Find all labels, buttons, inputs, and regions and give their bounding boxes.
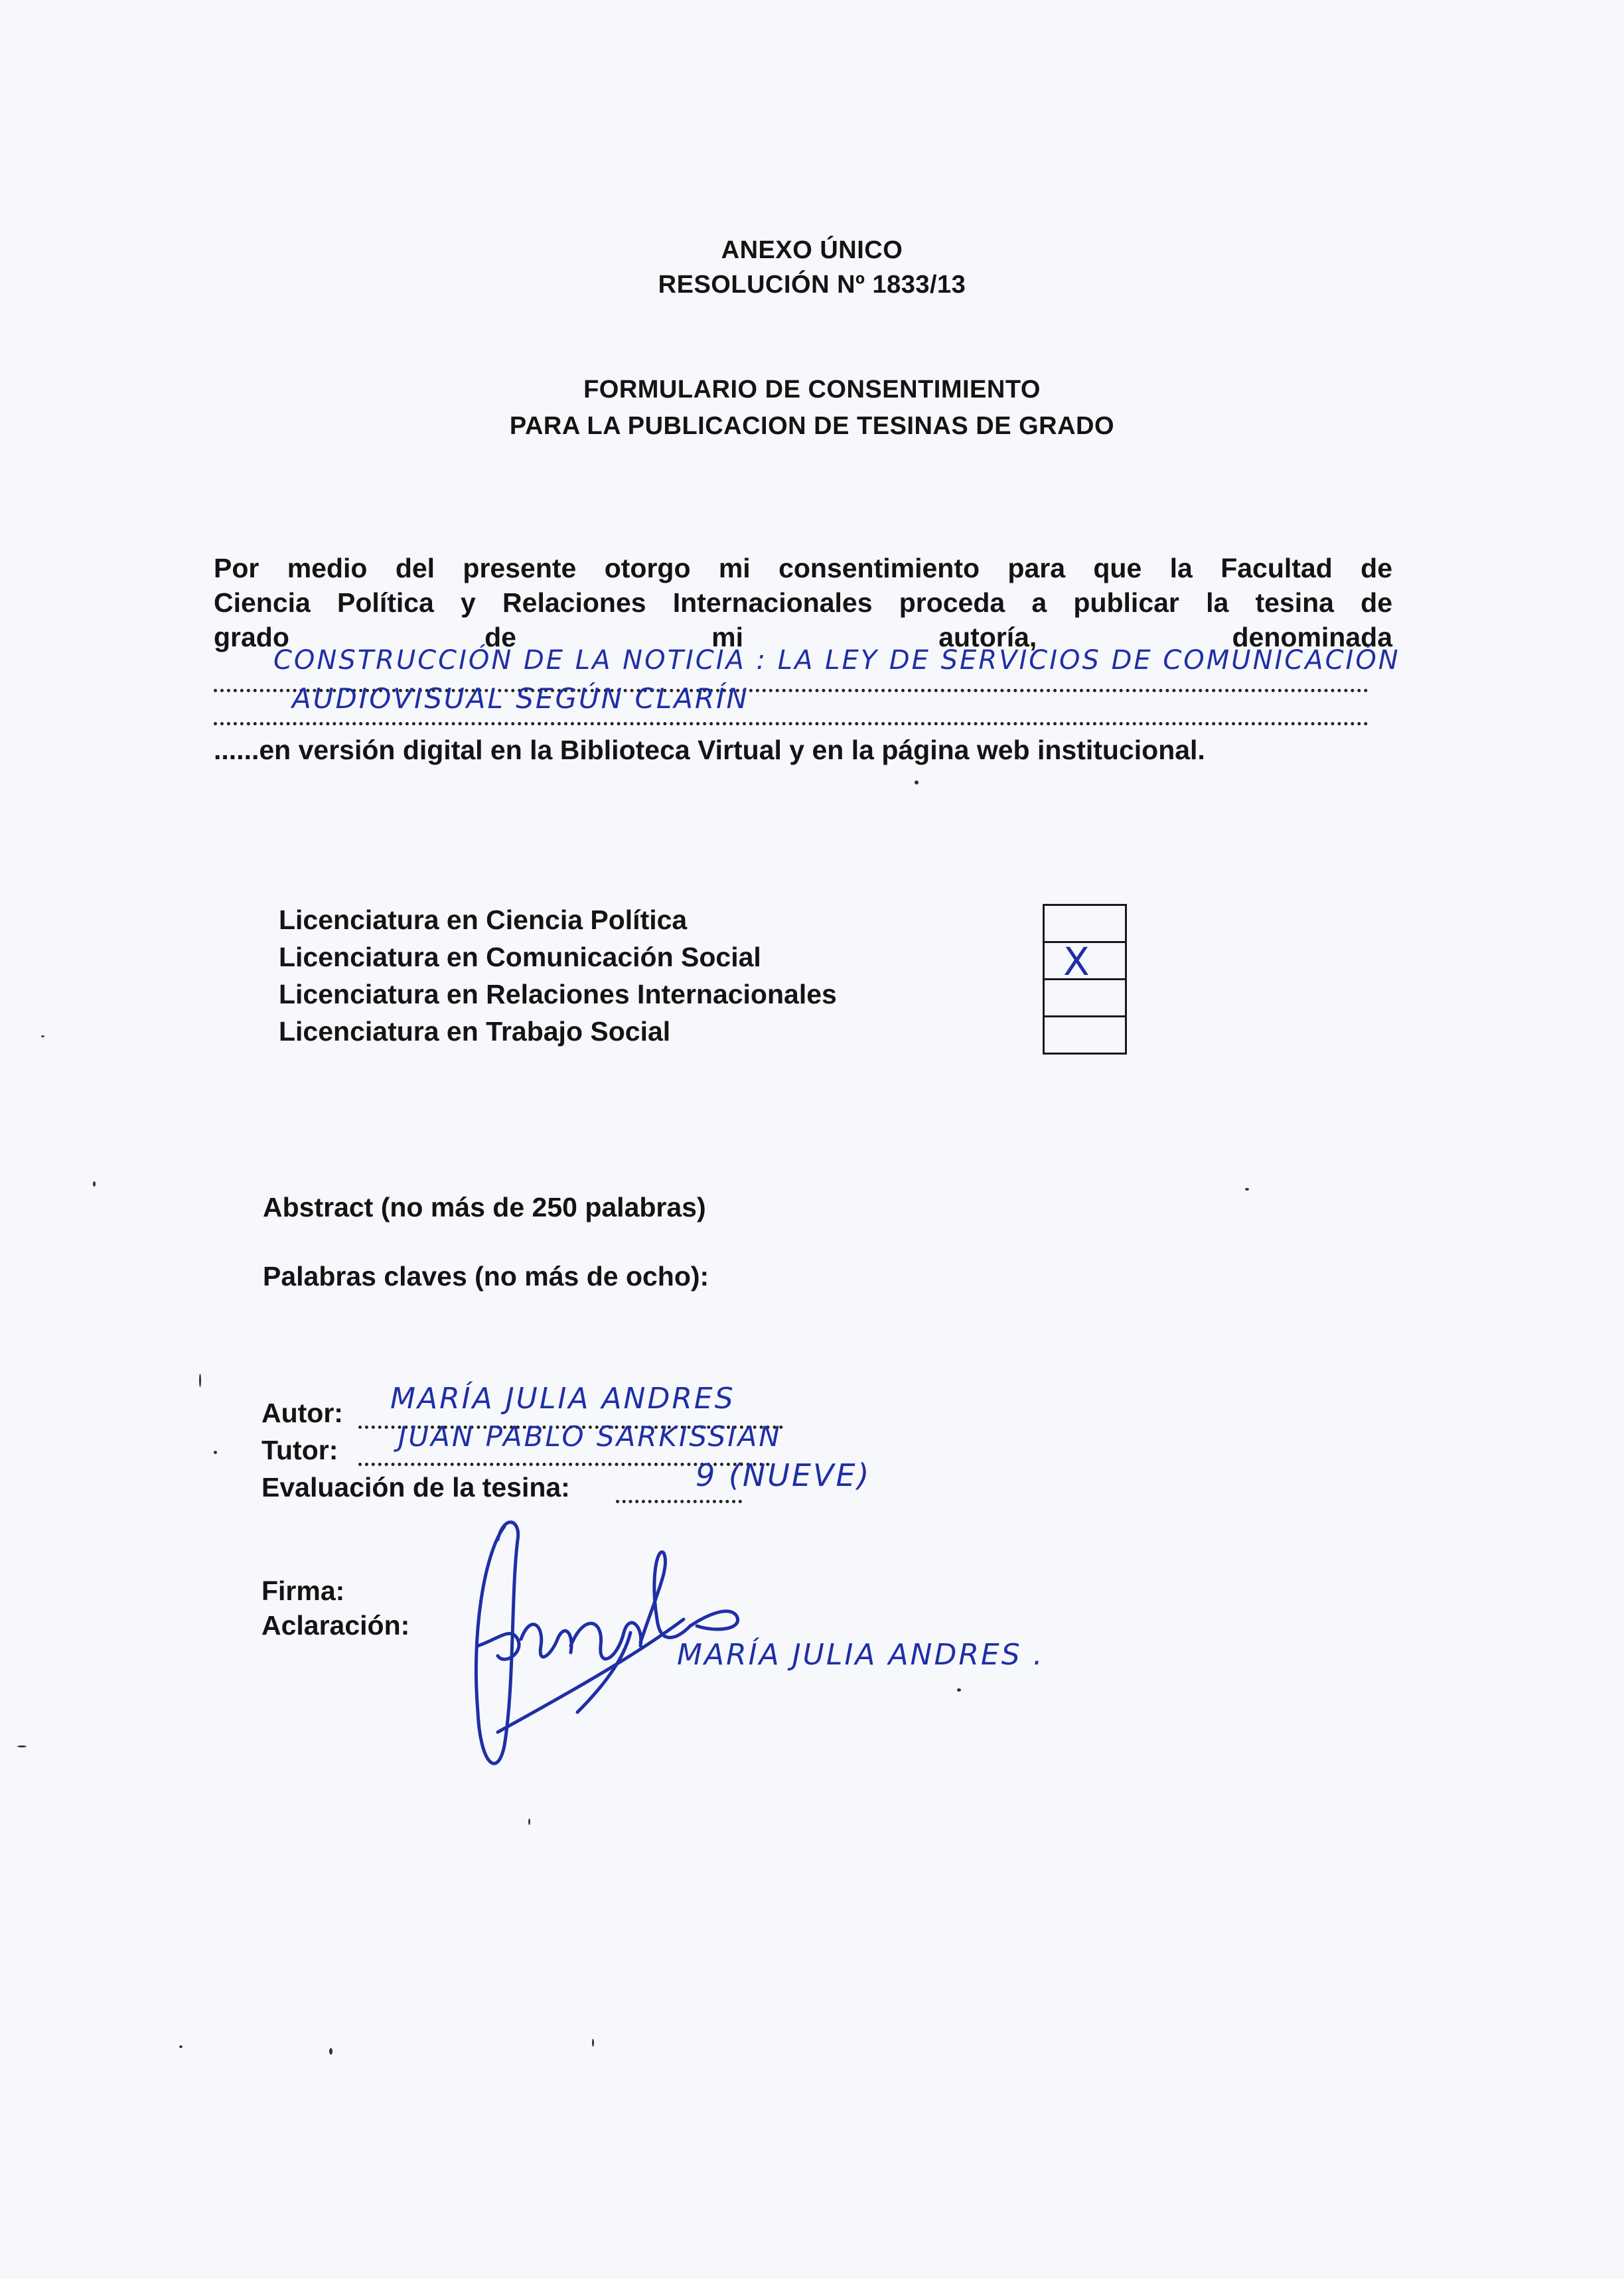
annex-title: ANEXO ÚNICO xyxy=(721,236,903,264)
degree-checkbox-ciencia-politica[interactable] xyxy=(1043,904,1127,941)
scan-speck xyxy=(17,1745,27,1747)
scan-speck xyxy=(179,2045,183,2048)
scan-speck xyxy=(199,1374,201,1387)
degree-checkbox-trabajo-social[interactable] xyxy=(1043,1015,1127,1055)
scan-speck xyxy=(93,1181,96,1187)
abstract-label: Abstract (no más de 250 palabras) xyxy=(263,1192,706,1222)
form-title-line-1: FORMULARIO DE CONSENTIMIENTO xyxy=(583,376,1041,404)
checkbox-mark: X xyxy=(1063,939,1090,984)
degree-checkbox-column xyxy=(1043,904,1127,1055)
scan-speck xyxy=(214,1451,217,1454)
resolution-number: RESOLUCIÓN Nº 1833/13 xyxy=(658,271,966,299)
evaluation-handwritten: 9 (NUEVE) xyxy=(696,1457,871,1493)
degree-label-relaciones-internacionales: Licenciatura en Relaciones Internacionales xyxy=(279,979,837,1009)
aclaracion-label: Aclaración: xyxy=(261,1610,410,1641)
consent-line-1: Por medio del presente otorgo mi consentimiento para que la Facultad de xyxy=(214,553,1392,583)
autor-label: Autor: xyxy=(261,1398,343,1428)
form-title-line-2: PARA LA PUBLICACION DE TESINAS DE GRADO xyxy=(509,412,1115,440)
degree-label-comunicacion-social: Licenciatura en Comunicación Social xyxy=(279,942,761,972)
scan-speck xyxy=(41,1035,44,1037)
scan-speck xyxy=(957,1688,961,1692)
firma-label: Firma: xyxy=(261,1576,345,1606)
evaluation-label: Evaluación de la tesina: xyxy=(261,1472,570,1503)
scan-speck xyxy=(592,2039,594,2047)
scan-speck xyxy=(528,1818,530,1825)
scan-speck xyxy=(1245,1188,1249,1191)
scan-speck xyxy=(915,780,919,784)
handwritten-thesis-title-2: AUDIOVISUAL SEGÚN CLARÍN xyxy=(292,682,749,715)
aclaracion-handwritten: MARÍA JULIA ANDRES . xyxy=(677,1638,1045,1672)
keywords-label: Palabras claves (no más de ocho): xyxy=(263,1261,709,1291)
consent-line-2: Ciencia Política y Relaciones Internacionales proceda a publicar la tesina de xyxy=(214,587,1392,618)
tutor-label: Tutor: xyxy=(261,1435,338,1465)
degree-checkbox-comunicacion-social[interactable] xyxy=(1043,939,1127,984)
degree-checkbox-relaciones-internacionales[interactable] xyxy=(1043,978,1127,1015)
scan-speck xyxy=(329,2048,332,2055)
consent-last-line: ......en versión digital en la Biblioteca Virtual y en la página web institucional. xyxy=(214,735,1205,765)
autor-handwritten: MARÍA JULIA ANDRES xyxy=(390,1382,735,1416)
degree-label-ciencia-politica: Licenciatura en Ciencia Política xyxy=(279,905,688,935)
handwritten-thesis-title-1: CONSTRUCCIÓN DE LA NOTICIA : LA LEY DE SERVICIOS DE COMUNICACIÓN xyxy=(273,645,1400,676)
degree-label-trabajo-social: Licenciatura en Trabajo Social xyxy=(279,1016,671,1047)
consent-line-3: grado de mi autoría, denominada xyxy=(214,622,1392,652)
tutor-handwritten: JUAN PABLO SARKISSIAN xyxy=(398,1420,782,1453)
